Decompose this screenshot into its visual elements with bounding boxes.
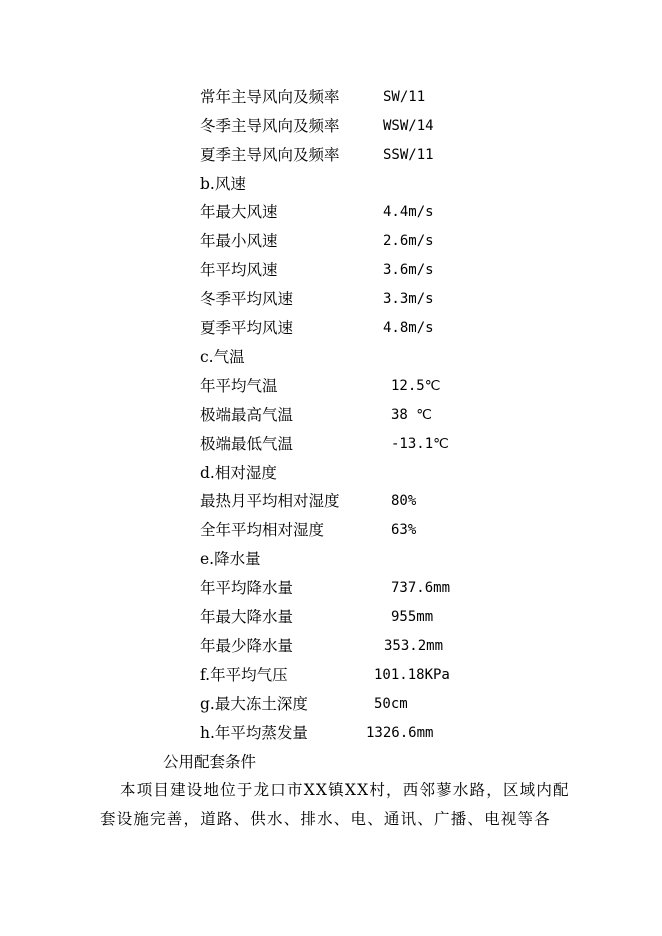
row-value: 101.18KPa — [374, 667, 450, 683]
row-value: 38 ℃ — [391, 407, 433, 423]
row-label: 年平均风速 — [200, 261, 278, 279]
row-value: SW/11 — [383, 89, 426, 105]
row-value: 737.6mm — [391, 580, 451, 596]
body-paragraph — [100, 776, 570, 834]
row-value: 1326.6mm — [366, 725, 434, 741]
row-label: h.年平均蒸发量 — [200, 724, 308, 742]
row-label: 年平均降水量 — [200, 579, 294, 597]
row-value: 4.4m/s — [383, 204, 434, 220]
row-value: 3.6m/s — [383, 262, 434, 278]
row-label: 冬季主导风向及频率 — [200, 117, 340, 135]
row-label: 最热月平均相对湿度 — [200, 492, 340, 510]
row-value: 3.3m/s — [383, 291, 434, 307]
section-heading: d.相对湿度 — [200, 464, 277, 482]
row-label: 冬季平均风速 — [200, 290, 294, 308]
row-value: 955mm — [391, 609, 434, 625]
row-label: 常年主导风向及频率 — [200, 88, 340, 106]
row-label: 夏季主导风向及频率 — [200, 146, 340, 164]
row-label: 年最小风速 — [200, 232, 278, 250]
row-value: 4.8m/s — [383, 320, 434, 336]
row-label: 年最大风速 — [200, 203, 278, 221]
row-value: 63% — [391, 522, 417, 538]
row-label: 夏季平均风速 — [200, 319, 294, 337]
row-label: 极端最高气温 — [200, 406, 294, 424]
row-value: SSW/11 — [383, 147, 434, 163]
row-value: WSW/14 — [383, 118, 434, 134]
row-label: f.年平均气压 — [200, 666, 288, 684]
row-label: 极端最低气温 — [200, 435, 294, 453]
row-value: 2.6m/s — [383, 233, 434, 249]
paragraph-text: 本项目建设地位于龙口市XX镇XX村，西邻蓼水路，区域内配套设施完善，道路、供水、排水、电、通讯、广播、电视等各 — [100, 781, 570, 828]
row-label: g.最大冻土深度 — [200, 695, 308, 713]
row-label: 全年平均相对湿度 — [200, 521, 325, 539]
row-value: 80% — [391, 493, 417, 509]
row-label: 年最少降水量 — [200, 637, 294, 655]
row-label: 年最大降水量 — [200, 608, 294, 626]
row-value: 12.5℃ — [391, 378, 441, 394]
section-heading: e.降水量 — [200, 550, 261, 568]
section-heading: c.气温 — [200, 348, 245, 366]
section-title: 公用配套条件 — [163, 753, 257, 771]
row-value: 353.2mm — [384, 638, 444, 654]
section-heading: b.风速 — [200, 175, 246, 193]
row-value: 50cm — [374, 696, 408, 712]
row-value: -13.1℃ — [391, 436, 449, 452]
row-label: 年平均气温 — [200, 377, 278, 395]
